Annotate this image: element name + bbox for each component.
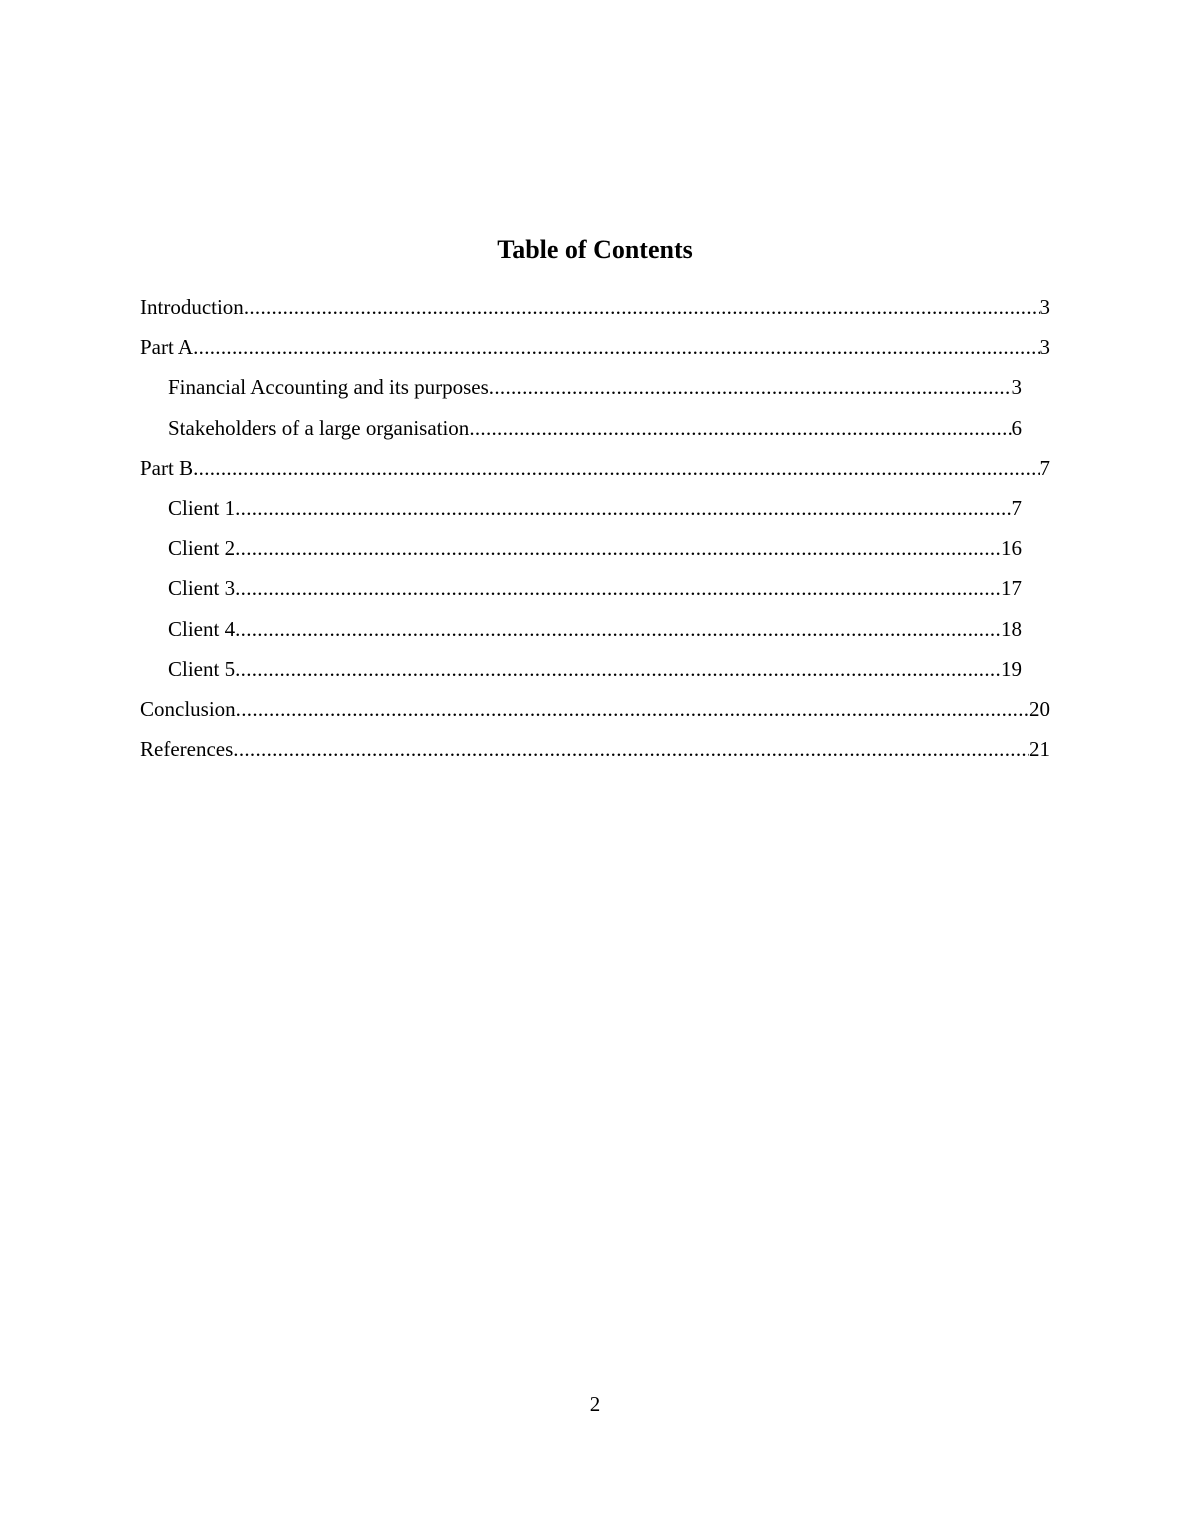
toc-dot-leader bbox=[235, 649, 1001, 689]
toc-entry-page: 17 bbox=[1001, 576, 1022, 601]
toc-entry-label: Conclusion bbox=[140, 696, 236, 721]
toc-entry-part-a[interactable] bbox=[140, 327, 1050, 367]
toc-entry-references[interactable] bbox=[140, 729, 1050, 769]
toc-entry-page: 16 bbox=[1001, 536, 1022, 561]
toc-entry-label: Client 3 bbox=[168, 576, 236, 601]
table-of-contents bbox=[140, 287, 1050, 769]
toc-entry-introduction[interactable] bbox=[140, 287, 1050, 327]
page-title: Table of Contents bbox=[497, 235, 693, 264]
toc-dot-leader bbox=[244, 287, 1040, 327]
toc-entry-label: Stakeholders of a large organisation bbox=[168, 415, 470, 440]
toc-entry-label: Financial Accounting and its purposes bbox=[168, 375, 489, 400]
toc-entry-client-3[interactable] bbox=[168, 568, 1022, 608]
toc-entry-page: 3 bbox=[1039, 335, 1050, 360]
toc-entry-page: 19 bbox=[1001, 656, 1022, 681]
toc-entry-label: Introduction bbox=[140, 295, 244, 319]
toc-dot-leader bbox=[235, 528, 1001, 568]
toc-entry-client-4[interactable] bbox=[168, 609, 1022, 649]
toc-entry-label: Client 1 bbox=[168, 495, 236, 520]
toc-entry-page: 21 bbox=[1029, 737, 1050, 762]
toc-dot-leader bbox=[193, 448, 1039, 488]
toc-dot-leader bbox=[235, 488, 1011, 528]
toc-entry-label: Client 4 bbox=[168, 616, 236, 641]
page-number: 2 bbox=[589, 1392, 601, 1416]
toc-entry-page: 7 bbox=[1011, 495, 1022, 520]
toc-entry-page: 7 bbox=[1039, 455, 1050, 480]
toc-entry-conclusion[interactable] bbox=[140, 689, 1050, 729]
toc-entry-label: Client 2 bbox=[168, 536, 236, 561]
toc-entry-page: 6 bbox=[1011, 415, 1022, 440]
toc-entry-stakeholders[interactable] bbox=[168, 408, 1022, 448]
toc-entry-page: 18 bbox=[1001, 616, 1022, 641]
toc-entry-label: Part B bbox=[140, 455, 194, 480]
toc-entry-label: References bbox=[140, 737, 234, 762]
toc-entry-page: 3 bbox=[1011, 375, 1022, 400]
toc-entry-client-2[interactable] bbox=[168, 528, 1022, 568]
toc-dot-leader bbox=[235, 568, 1001, 608]
toc-entry-label: Part A bbox=[140, 335, 194, 360]
toc-entry-page: 20 bbox=[1029, 696, 1050, 721]
toc-entry-part-b[interactable] bbox=[140, 448, 1050, 488]
toc-entry-financial-accounting[interactable] bbox=[168, 367, 1022, 407]
toc-dot-leader bbox=[235, 609, 1001, 649]
toc-dot-leader bbox=[233, 729, 1029, 769]
toc-dot-leader bbox=[489, 367, 1012, 407]
toc-entry-label: Client 5 bbox=[168, 656, 236, 681]
toc-dot-leader bbox=[469, 408, 1011, 448]
toc-dot-leader bbox=[236, 689, 1029, 729]
toc-entry-page: 3 bbox=[1039, 295, 1050, 319]
toc-dot-leader bbox=[193, 327, 1039, 367]
toc-entry-client-5[interactable] bbox=[168, 649, 1022, 689]
toc-entry-client-1[interactable] bbox=[168, 488, 1022, 528]
